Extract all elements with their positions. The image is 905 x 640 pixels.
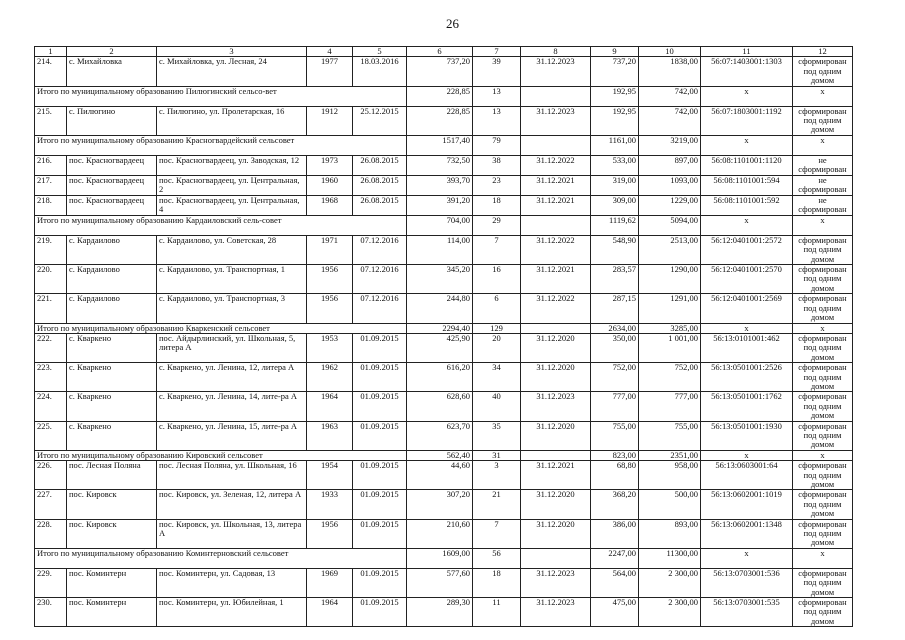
table-cell: 215.	[35, 106, 67, 135]
table-cell: не сформирован	[793, 155, 853, 175]
table-cell: пос. Коминтерн	[67, 568, 157, 597]
table-cell: 40	[473, 392, 521, 421]
page-number: 26	[446, 16, 459, 31]
table-cell: с. Михайловка	[67, 57, 157, 86]
table-cell: 777,00	[591, 392, 639, 421]
table-cell: 1229,00	[639, 195, 701, 215]
table-cell: 56:07:1803001:1192	[701, 106, 793, 135]
table-cell: 01.09.2015	[353, 421, 407, 450]
table-cell: 01.09.2015	[353, 392, 407, 421]
table-cell: 01.09.2015	[353, 568, 407, 597]
subtotal-cell: х	[701, 450, 793, 460]
subtotal-cell: 823,00	[591, 450, 639, 460]
table-cell: сформирован под одним домом	[793, 461, 853, 490]
subtotal-row	[35, 450, 853, 460]
table-cell: 192,95	[591, 106, 639, 135]
table-cell: 01.09.2015	[353, 598, 407, 627]
table-cell: 533,00	[591, 155, 639, 175]
table-cell: 01.09.2015	[353, 519, 407, 548]
column-number-row	[35, 47, 853, 57]
subtotal-cell: 704,00	[407, 215, 473, 235]
table-cell: 319,00	[591, 175, 639, 195]
table-cell: 31.12.2020	[521, 363, 591, 392]
subtotal-cell: 1517,40	[407, 135, 473, 155]
table-row	[35, 392, 853, 421]
table-cell: 31.12.2021	[521, 461, 591, 490]
table-cell: 564,00	[591, 568, 639, 597]
subtotal-cell	[521, 323, 591, 333]
table-cell: 1964	[307, 392, 353, 421]
table-row	[35, 490, 853, 519]
table-cell: 35	[473, 421, 521, 450]
subtotal-cell	[521, 450, 591, 460]
table-cell: 219.	[35, 235, 67, 264]
table-cell: с. Кваркено, ул. Ленина, 14, лите-ра А	[157, 392, 307, 421]
table-cell: 56:13:0703001:535	[701, 598, 793, 627]
subtotal-cell: 1161,00	[591, 135, 639, 155]
table-cell: 229.	[35, 568, 67, 597]
table-cell: с. Кардаилово	[67, 294, 157, 323]
table-cell: 737,20	[591, 57, 639, 86]
subtotal-cell: х	[701, 323, 793, 333]
subtotal-cell: 56	[473, 548, 521, 568]
table-cell: 2 300,00	[639, 598, 701, 627]
table-cell: 2 300,00	[639, 568, 701, 597]
table-cell: 216.	[35, 155, 67, 175]
table-cell: 230.	[35, 598, 67, 627]
table-cell: 1960	[307, 175, 353, 195]
subtotal-cell: 2351,00	[639, 450, 701, 460]
subtotal-cell: х	[793, 135, 853, 155]
table-cell: сформирован под одним домом	[793, 106, 853, 135]
table-row	[35, 195, 853, 215]
column-number: 11	[701, 47, 793, 57]
table-cell: с. Кваркено, ул. Ленина, 12, литера А	[157, 363, 307, 392]
table-cell: 1912	[307, 106, 353, 135]
table-cell: 31.12.2022	[521, 235, 591, 264]
table-cell: 44,60	[407, 461, 473, 490]
subtotal-cell: 228,85	[407, 86, 473, 106]
table-cell: 1963	[307, 421, 353, 450]
table-cell: 1956	[307, 519, 353, 548]
table-cell: сформирован под одним домом	[793, 363, 853, 392]
table-cell: 31.12.2020	[521, 490, 591, 519]
table-cell: пос. Красногвардеец, ул. Заводская, 12	[157, 155, 307, 175]
table-row	[35, 461, 853, 490]
subtotal-cell: 742,00	[639, 86, 701, 106]
subtotal-cell: х	[793, 548, 853, 568]
table-cell: 56:13:0703001:536	[701, 568, 793, 597]
table-cell: с. Кардаилово	[67, 265, 157, 294]
table-cell: 1969	[307, 568, 353, 597]
table-cell: 56:08:1101001:594	[701, 175, 793, 195]
table-cell: 221.	[35, 294, 67, 323]
table-row	[35, 57, 853, 86]
table-cell: 752,00	[639, 363, 701, 392]
subtotal-cell: х	[701, 215, 793, 235]
table-cell: 214.	[35, 57, 67, 86]
table-cell: 500,00	[639, 490, 701, 519]
table-cell: с. Кардаилово, ул. Транспортная, 1	[157, 265, 307, 294]
table-cell: 56:13:0101001:462	[701, 333, 793, 362]
table-cell: с. Михайловка, ул. Лесная, 24	[157, 57, 307, 86]
table-cell: 755,00	[591, 421, 639, 450]
table-row	[35, 519, 853, 548]
table-cell: 31.12.2023	[521, 57, 591, 86]
table-cell: 1956	[307, 265, 353, 294]
table-cell: 958,00	[639, 461, 701, 490]
table-cell: 368,20	[591, 490, 639, 519]
column-number: 10	[639, 47, 701, 57]
table-cell: 732,50	[407, 155, 473, 175]
table-cell: пос. Красногвардеец	[67, 195, 157, 215]
table-cell: 1954	[307, 461, 353, 490]
subtotal-cell: 2634,00	[591, 323, 639, 333]
subtotal-cell: х	[701, 548, 793, 568]
table-cell: пос. Лесная Поляна	[67, 461, 157, 490]
table-cell: с. Кардаилово, ул. Транспортная, 3	[157, 294, 307, 323]
table-cell: 07.12.2016	[353, 235, 407, 264]
table-cell: 777,00	[639, 392, 701, 421]
table-cell: 31.12.2023	[521, 392, 591, 421]
table-cell: с. Кардаилово, ул. Советская, 28	[157, 235, 307, 264]
subtotal-row	[35, 548, 853, 568]
table-cell: 1953	[307, 333, 353, 362]
table-cell: 228.	[35, 519, 67, 548]
table-cell: 56:13:0603001:64	[701, 461, 793, 490]
subtotal-label: Итого по муниципальному образованию Кировский сельсовет	[35, 450, 407, 460]
table-cell: 244,80	[407, 294, 473, 323]
table-cell: 1977	[307, 57, 353, 86]
table-cell: 31.12.2022	[521, 155, 591, 175]
table-cell: 31.12.2021	[521, 265, 591, 294]
table-cell: 26.08.2015	[353, 195, 407, 215]
table-row	[35, 598, 853, 627]
table-cell: пос. Лесная Поляна, ул. Школьная, 16	[157, 461, 307, 490]
table-cell: 548,90	[591, 235, 639, 264]
table-cell: с. Пилюгино, ул. Пролетарская, 16	[157, 106, 307, 135]
subtotal-row	[35, 215, 853, 235]
table-cell: 283,57	[591, 265, 639, 294]
table-cell: 31.12.2022	[521, 294, 591, 323]
table-cell: 224.	[35, 392, 67, 421]
table-cell: 6	[473, 294, 521, 323]
table-row	[35, 568, 853, 597]
table-cell: 16	[473, 265, 521, 294]
table-cell: 01.09.2015	[353, 333, 407, 362]
subtotal-cell: 129	[473, 323, 521, 333]
table-cell: 309,00	[591, 195, 639, 215]
table-cell: 56:13:0501001:2526	[701, 363, 793, 392]
column-number: 6	[407, 47, 473, 57]
table-cell: 1933	[307, 490, 353, 519]
table-cell: 628,60	[407, 392, 473, 421]
subtotal-cell: х	[701, 86, 793, 106]
table-cell: пос. Красногвардеец, ул. Центральная, 4	[157, 195, 307, 215]
column-number: 3	[157, 47, 307, 57]
table-cell: 38	[473, 155, 521, 175]
table-cell: 18	[473, 568, 521, 597]
subtotal-label: Итого по муниципальному образованию Красногвардейский сельсовет	[35, 135, 407, 155]
column-number: 8	[521, 47, 591, 57]
table-cell: 893,00	[639, 519, 701, 548]
table-body	[35, 47, 853, 627]
table-row	[35, 333, 853, 362]
subtotal-cell	[521, 215, 591, 235]
table-cell: 737,20	[407, 57, 473, 86]
table-cell: 210,60	[407, 519, 473, 548]
table-cell: 1971	[307, 235, 353, 264]
table-cell: 1964	[307, 598, 353, 627]
table-cell: не сформирован	[793, 175, 853, 195]
subtotal-row	[35, 323, 853, 333]
table-cell: 1 001,00	[639, 333, 701, 362]
subtotal-cell: 3219,00	[639, 135, 701, 155]
table-cell: с. Пилюгино	[67, 106, 157, 135]
table-row	[35, 363, 853, 392]
table-cell: 31.12.2021	[521, 175, 591, 195]
table-cell: 228,85	[407, 106, 473, 135]
table-cell: 07.12.2016	[353, 294, 407, 323]
table-cell: 56:13:0501001:1762	[701, 392, 793, 421]
table-cell: 3	[473, 461, 521, 490]
table-cell: 26.08.2015	[353, 175, 407, 195]
table-cell: 222.	[35, 333, 67, 362]
table-cell: 31.12.2020	[521, 519, 591, 548]
table-cell: 68,80	[591, 461, 639, 490]
subtotal-cell	[521, 135, 591, 155]
table-cell: пос. Кировск, ул. Зеленая, 12, литера А	[157, 490, 307, 519]
subtotal-cell: 3285,00	[639, 323, 701, 333]
table-cell: 18.03.2016	[353, 57, 407, 86]
subtotal-label: Итого по муниципальному образованию Кваркенский сельсовет	[35, 323, 407, 333]
table-cell: 56:13:0501001:1930	[701, 421, 793, 450]
table-cell: 227.	[35, 490, 67, 519]
table-cell: пос. Красногвардеец	[67, 155, 157, 175]
table-row	[35, 155, 853, 175]
table-cell: 01.09.2015	[353, 461, 407, 490]
table-cell: 31.12.2023	[521, 598, 591, 627]
table-cell: 742,00	[639, 106, 701, 135]
table-cell: 1290,00	[639, 265, 701, 294]
subtotal-row	[35, 86, 853, 106]
table-cell: 56:07:1403001:1303	[701, 57, 793, 86]
table-cell: 31.12.2021	[521, 195, 591, 215]
table-cell: 1291,00	[639, 294, 701, 323]
column-number: 4	[307, 47, 353, 57]
table-cell: 897,00	[639, 155, 701, 175]
subtotal-row	[35, 135, 853, 155]
table-cell: 1968	[307, 195, 353, 215]
table-cell: пос. Коминтерн	[67, 598, 157, 627]
table-cell: 56:08:1101001:1120	[701, 155, 793, 175]
subtotal-cell: 31	[473, 450, 521, 460]
table-cell: не сформирован	[793, 195, 853, 215]
table-cell: 225.	[35, 421, 67, 450]
subtotal-cell: 1609,00	[407, 548, 473, 568]
subtotal-cell: х	[793, 215, 853, 235]
table-cell: 31.12.2023	[521, 106, 591, 135]
table-cell: 1956	[307, 294, 353, 323]
subtotal-cell: х	[793, 450, 853, 460]
table-cell: 07.12.2016	[353, 265, 407, 294]
table-cell: сформирован под одним домом	[793, 519, 853, 548]
table-cell: 31.12.2023	[521, 568, 591, 597]
column-number: 1	[35, 47, 67, 57]
table-cell: 425,90	[407, 333, 473, 362]
table-cell: 34	[473, 363, 521, 392]
table-cell: 56:08:1101001:592	[701, 195, 793, 215]
table-cell: с. Кваркено	[67, 392, 157, 421]
table-cell: сформирован под одним домом	[793, 568, 853, 597]
column-number: 5	[353, 47, 407, 57]
subtotal-cell: 562,40	[407, 450, 473, 460]
table-cell: 18	[473, 195, 521, 215]
table-cell: 391,20	[407, 195, 473, 215]
column-number: 9	[591, 47, 639, 57]
table-cell: с. Кардаилово	[67, 235, 157, 264]
table-cell: 01.09.2015	[353, 363, 407, 392]
table-cell: 56:12:0401001:2570	[701, 265, 793, 294]
table-row	[35, 421, 853, 450]
table-cell: сформирован под одним домом	[793, 294, 853, 323]
table-cell: 56:12:0401001:2572	[701, 235, 793, 264]
table-cell: с. Кваркено	[67, 421, 157, 450]
table-cell: 23	[473, 175, 521, 195]
column-number: 2	[67, 47, 157, 57]
table-cell: 393,70	[407, 175, 473, 195]
table-row	[35, 106, 853, 135]
table-cell: пос. Кировск	[67, 490, 157, 519]
table-cell: пос. Кировск	[67, 519, 157, 548]
subtotal-cell: 2247,00	[591, 548, 639, 568]
table-cell: 56:13:0602001:1348	[701, 519, 793, 548]
table-cell: пос. Коминтерн, ул. Садовая, 13	[157, 568, 307, 597]
subtotal-cell	[521, 86, 591, 106]
table-cell: 01.09.2015	[353, 490, 407, 519]
subtotal-cell: 11300,00	[639, 548, 701, 568]
table-cell: пос. Красногвардеец, ул. Центральная, 2	[157, 175, 307, 195]
subtotal-label: Итого по муниципальному образованию Коминтерновский сельсовет	[35, 548, 407, 568]
column-number: 12	[793, 47, 853, 57]
table-cell: 21	[473, 490, 521, 519]
subtotal-cell: 1119,62	[591, 215, 639, 235]
table-cell: 7	[473, 235, 521, 264]
subtotal-cell: х	[793, 86, 853, 106]
table-cell: 114,00	[407, 235, 473, 264]
subtotal-cell: 29	[473, 215, 521, 235]
table-row	[35, 175, 853, 195]
table-cell: сформирован под одним домом	[793, 235, 853, 264]
table-cell: 1962	[307, 363, 353, 392]
table-cell: с. Кваркено	[67, 333, 157, 362]
table-cell: сформирован под одним домом	[793, 598, 853, 627]
table-cell: 1973	[307, 155, 353, 175]
table-cell: 220.	[35, 265, 67, 294]
table-cell: 56:12:0401001:2569	[701, 294, 793, 323]
table-cell: сформирован под одним домом	[793, 392, 853, 421]
table-cell: 39	[473, 57, 521, 86]
table-cell: 287,15	[591, 294, 639, 323]
table-cell: 56:13:0602001:1019	[701, 490, 793, 519]
subtotal-cell: 192,95	[591, 86, 639, 106]
table-cell: сформирован под одним домом	[793, 333, 853, 362]
table-cell: сформирован под одним домом	[793, 421, 853, 450]
table-cell: 31.12.2020	[521, 421, 591, 450]
table-cell: 752,00	[591, 363, 639, 392]
table-cell: пос. Красногвардеец	[67, 175, 157, 195]
column-number: 7	[473, 47, 521, 57]
table-cell: 755,00	[639, 421, 701, 450]
table-cell: 307,20	[407, 490, 473, 519]
subtotal-cell	[521, 548, 591, 568]
table-cell: 11	[473, 598, 521, 627]
table-cell: сформирован под одним домом	[793, 265, 853, 294]
table-cell: 25.12.2015	[353, 106, 407, 135]
table-cell: пос. Айдырлинский, ул. Школьная, 5, литера А	[157, 333, 307, 362]
table-cell: 13	[473, 106, 521, 135]
table-row	[35, 235, 853, 264]
subtotal-cell: 2294,40	[407, 323, 473, 333]
table-cell: сформирован под одним домом	[793, 490, 853, 519]
subtotal-cell: 79	[473, 135, 521, 155]
table-cell: пос. Кировск, ул. Школьная, 13, литера А	[157, 519, 307, 548]
table-cell: 345,20	[407, 265, 473, 294]
table-cell: 2513,00	[639, 235, 701, 264]
table-cell: 350,00	[591, 333, 639, 362]
table-cell: с. Кваркено, ул. Ленина, 15, лите-ра А	[157, 421, 307, 450]
table-cell: 20	[473, 333, 521, 362]
subtotal-label: Итого по муниципальному образованию Кардаиловский сель-совет	[35, 215, 407, 235]
table-cell: с. Кваркено	[67, 363, 157, 392]
table-cell: 26.08.2015	[353, 155, 407, 175]
table-row	[35, 265, 853, 294]
table-cell: 218.	[35, 195, 67, 215]
subtotal-cell: х	[701, 135, 793, 155]
table-cell: 223.	[35, 363, 67, 392]
table-cell: 289,30	[407, 598, 473, 627]
table-cell: 1093,00	[639, 175, 701, 195]
table-cell: 386,00	[591, 519, 639, 548]
table-cell: 616,20	[407, 363, 473, 392]
table-row	[35, 294, 853, 323]
subtotal-cell: 13	[473, 86, 521, 106]
housing-register-table	[34, 46, 853, 627]
table-cell: 475,00	[591, 598, 639, 627]
table-cell: 1838,00	[639, 57, 701, 86]
table-cell: 226.	[35, 461, 67, 490]
table-cell: 623,70	[407, 421, 473, 450]
subtotal-cell: 5094,00	[639, 215, 701, 235]
subtotal-label: Итого по муниципальному образованию Пилюгинский сельсо-вет	[35, 86, 407, 106]
table-cell: 577,60	[407, 568, 473, 597]
subtotal-cell: х	[793, 323, 853, 333]
table-cell: 217.	[35, 175, 67, 195]
table-cell: 31.12.2020	[521, 333, 591, 362]
table-cell: сформирован под одним домом	[793, 57, 853, 86]
table-cell: пос. Коминтерн, ул. Юбилейная, 1	[157, 598, 307, 627]
table-cell: 7	[473, 519, 521, 548]
